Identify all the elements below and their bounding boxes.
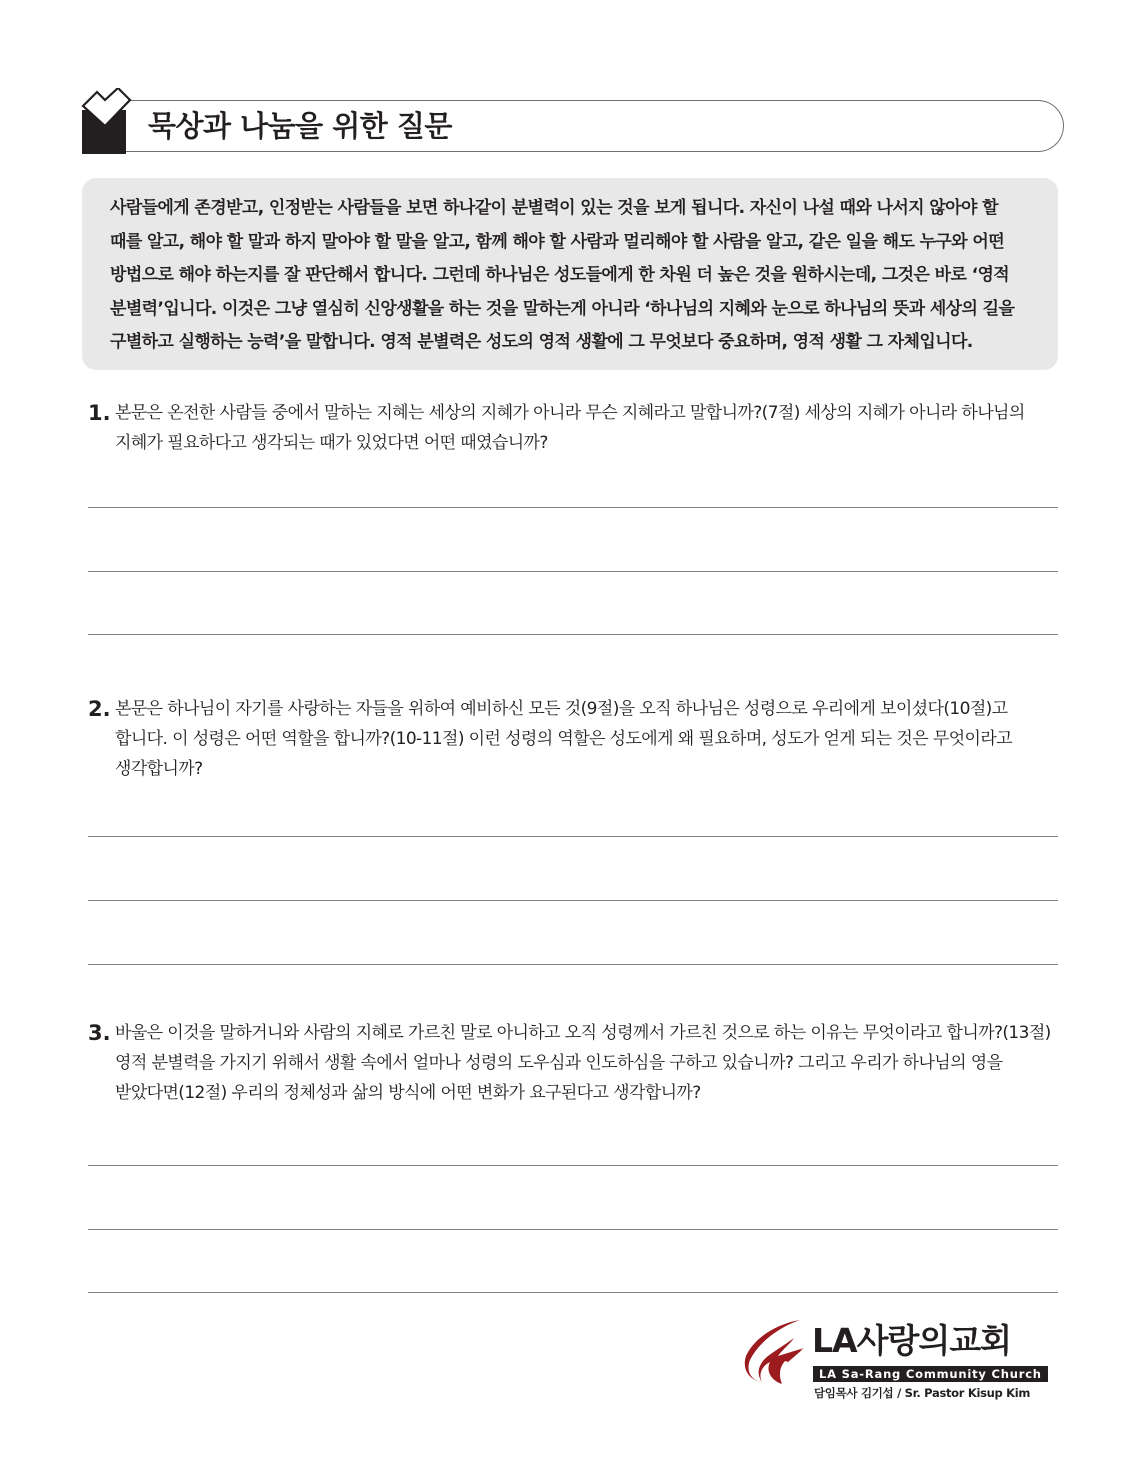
checkbox-check-icon — [78, 88, 132, 156]
answer-line[interactable] — [88, 1165, 1058, 1166]
intro-box — [82, 178, 1058, 370]
answer-line[interactable] — [88, 836, 1058, 837]
question-number: 1. — [88, 401, 111, 425]
answer-line[interactable] — [88, 900, 1058, 901]
logo-pastor: 담임목사 김기섭 / Sr. Pastor Kisup Kim — [814, 1386, 1031, 1400]
answer-line[interactable] — [88, 634, 1058, 635]
answer-line[interactable] — [88, 1229, 1058, 1230]
section-header — [78, 88, 1068, 156]
question-1 — [88, 398, 1060, 458]
flame-cross-icon — [742, 1318, 808, 1386]
question-number: 2. — [88, 697, 111, 721]
logo-name: LA사랑의교회 — [812, 1321, 1011, 1360]
church-logo — [742, 1318, 1042, 1402]
answer-line[interactable] — [88, 507, 1058, 508]
answer-line[interactable] — [88, 571, 1058, 572]
answer-line[interactable] — [88, 1292, 1058, 1293]
answer-line[interactable] — [88, 964, 1058, 965]
page-title: 묵상과 나눔을 위한 질문 — [148, 109, 452, 143]
logo-subtitle: LA Sa-Rang Community Church — [813, 1366, 1048, 1382]
question-text: 바울은 이것을 말하거니와 사람의 지혜로 가르친 말로 아니하고 오직 성령께서 가르친 것으로 하는 이유는 무엇이라고 합니까?(13절) 영적 분별력을 가지기 위해서 생활 속에서 얼마나 성령의 도우심과 인도하심을 구하고 있습니까? 그리고 우리가 하나님의 영을 받았다면(12절) 우리의 정체성과 삶의 방식에 어떤 변화가 요구된다고 생각합니까? — [115, 1023, 1051, 1103]
question-3 — [88, 1018, 1060, 1108]
question-number: 3. — [88, 1021, 111, 1045]
question-2 — [88, 694, 1060, 784]
question-text: 본문은 하나님이 자기를 사랑하는 자들을 위하여 예비하신 모든 것(9절)을 오직 하나님은 성령으로 우리에게 보이셨다(10절)고 합니다. 이 성령은 어떤 역할을 합니까?(10-11절) 이런 성령의 역할은 성도에게 왜 필요하며, 성도가 얻게 되는 것은 무엇이라고 생각합니까? — [115, 699, 1012, 779]
question-text: 본문은 온전한 사람들 중에서 말하는 지혜는 세상의 지혜가 아니라 무슨 지혜라고 말합니까?(7절) 세상의 지혜가 아니라 하나님의 지혜가 필요하다고 생각되는 때가 있었다면 어떤 때였습니까? — [115, 403, 1025, 453]
intro-text: 사람들에게 존경받고, 인정받는 사람들을 보면 하나같이 분별력이 있는 것을 보게 됩니다. 자신이 나설 때와 나서지 않아야 할 때를 알고, 해야 할 말과 하지 말아야 할 말을 알고, 함께 해야 할 사람과 멀리해야 할 사람을 알고, 같은 일을 해도 누구와 어떤 방법으로 해야 하는지를 잘 판단해서 합니다. 그런데 하나님은 성도들에게 한 차원 더 높은 것을 원하시는데, 그것은 바로 ‘영적 분별력’입니다. 이것은 그냥 열심히 신앙생활을 하는 것을 말하는게 아니라 ‘하나님의 지혜와 눈으로 하나님의 뜻과 세상의 길을 구별하고 실행하는 능력’을 말합니다. 영적 분별력은 성도의 영적 생활에 그 무엇보다 중요하며, 영적 생활 그 자체입니다. — [110, 198, 1015, 352]
